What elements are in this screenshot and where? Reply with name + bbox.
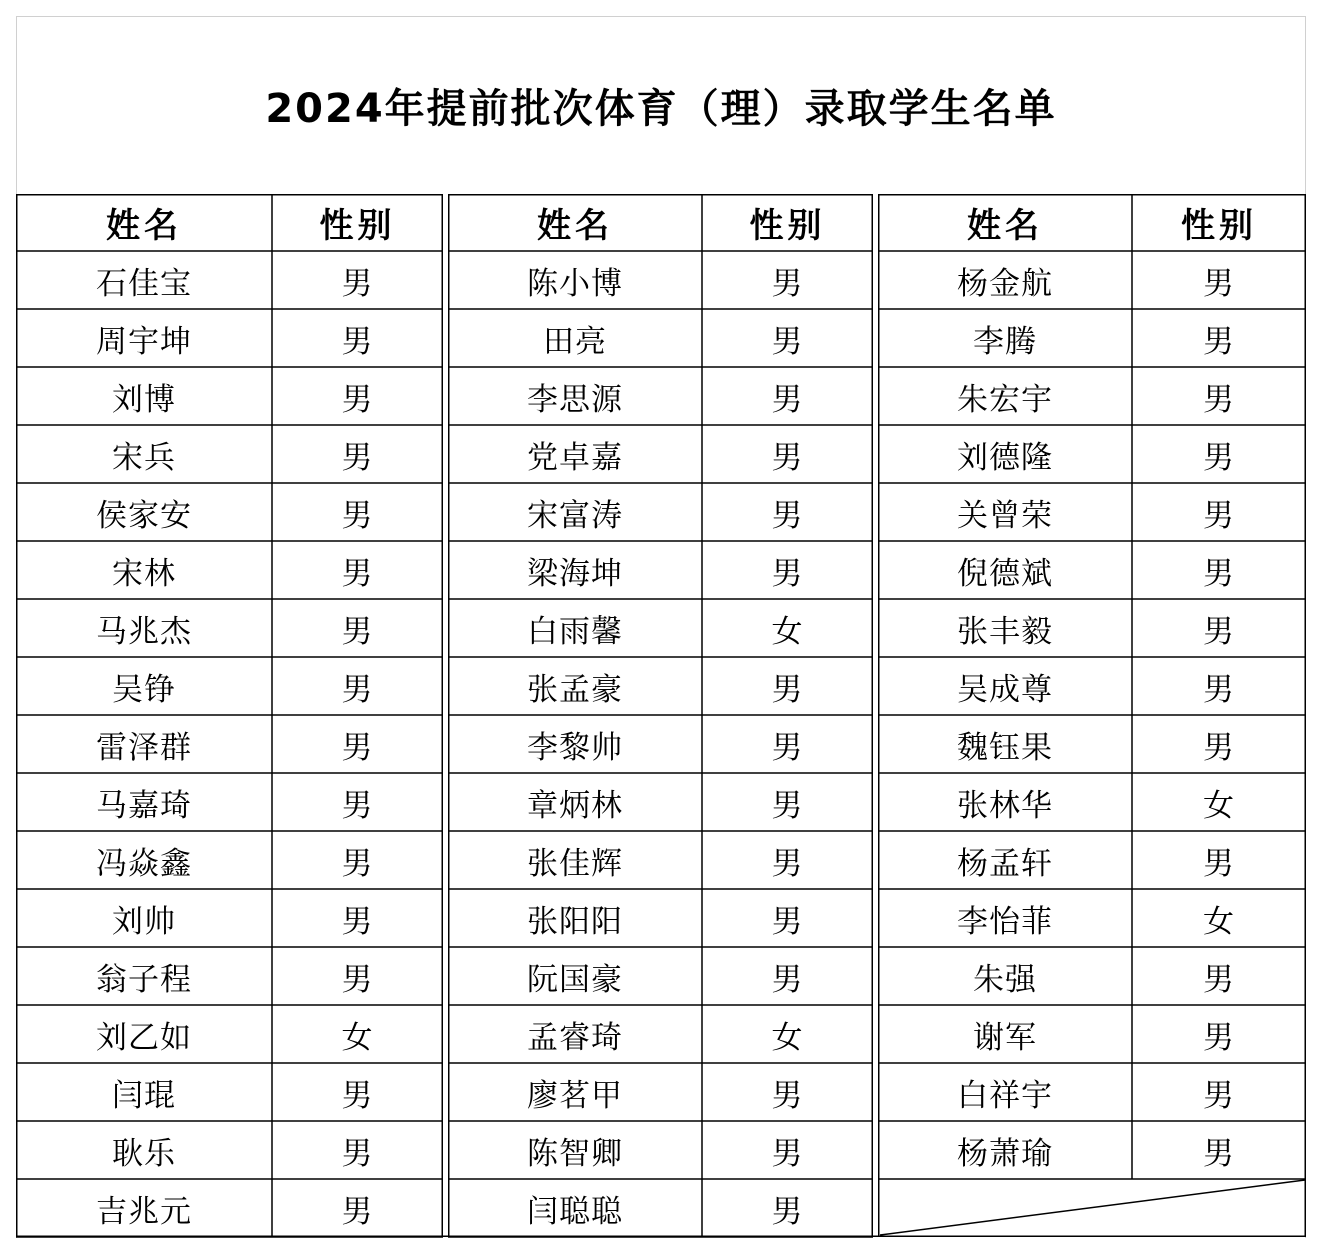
student-gender: 男 — [341, 555, 374, 592]
student-gender: 男 — [341, 497, 374, 534]
student-gender: 男 — [771, 439, 804, 476]
student-name: 杨萧瑜 — [957, 1135, 1053, 1172]
student-name: 冯焱鑫 — [96, 845, 192, 882]
student-name: 李腾 — [973, 323, 1037, 360]
student-name: 宋兵 — [112, 439, 176, 476]
student-gender: 男 — [771, 961, 804, 998]
student-gender: 男 — [771, 265, 804, 302]
page-title: 2024年提前批次体育（理）录取学生名单 — [265, 85, 1057, 132]
student-gender: 男 — [771, 555, 804, 592]
student-name: 刘德隆 — [957, 439, 1053, 476]
student-gender: 男 — [771, 903, 804, 940]
student-name: 张佳辉 — [527, 845, 623, 882]
student-name: 雷泽群 — [96, 729, 192, 766]
student-gender: 男 — [771, 845, 804, 882]
header-name-1: 姓名 — [106, 206, 182, 246]
student-gender: 女 — [771, 1019, 804, 1056]
student-gender: 男 — [341, 787, 374, 824]
student-gender: 男 — [1203, 961, 1235, 998]
student-gender: 男 — [771, 1193, 804, 1230]
student-gender: 男 — [341, 845, 374, 882]
student-name: 闫琨 — [112, 1077, 176, 1114]
student-name: 李思源 — [527, 381, 623, 418]
student-name: 阮国豪 — [527, 961, 623, 998]
student-name: 宋林 — [112, 555, 176, 592]
student-name: 朱宏宇 — [957, 381, 1053, 418]
student-gender: 男 — [1203, 497, 1235, 534]
student-name: 刘帅 — [112, 903, 176, 940]
student-name: 党卓嘉 — [527, 439, 623, 476]
header-name-3: 姓名 — [967, 206, 1043, 246]
student-name: 杨孟轩 — [957, 845, 1053, 882]
student-name: 吴成尊 — [957, 671, 1053, 708]
student-name: 张丰毅 — [957, 613, 1053, 650]
student-name: 陈智卿 — [527, 1135, 623, 1172]
student-gender: 男 — [771, 671, 804, 708]
student-gender: 男 — [1203, 1077, 1235, 1114]
student-gender: 女 — [341, 1019, 374, 1056]
student-gender: 男 — [1203, 323, 1235, 360]
student-name: 张林华 — [957, 787, 1053, 824]
header-gender-3: 性别 — [1181, 206, 1257, 246]
student-gender: 男 — [1203, 439, 1235, 476]
student-name: 朱强 — [973, 961, 1037, 998]
student-name: 陈小博 — [527, 265, 623, 302]
student-name: 章炳林 — [527, 787, 623, 824]
student-gender: 男 — [341, 265, 374, 302]
header-name-2: 姓名 — [537, 206, 613, 246]
student-gender: 男 — [1203, 555, 1235, 592]
student-name: 张孟豪 — [527, 671, 623, 708]
student-name: 吴铮 — [112, 671, 176, 708]
student-gender: 女 — [1203, 787, 1235, 824]
student-gender: 男 — [1203, 729, 1235, 766]
student-name: 刘乙如 — [96, 1019, 192, 1056]
student-name: 白雨馨 — [527, 613, 623, 650]
student-gender: 男 — [771, 497, 804, 534]
student-name: 白祥宇 — [957, 1077, 1053, 1114]
student-gender: 男 — [1203, 265, 1235, 302]
student-name: 倪德斌 — [957, 555, 1053, 592]
student-name: 梁海坤 — [527, 555, 623, 592]
student-name: 廖茗甲 — [527, 1077, 623, 1114]
student-gender: 男 — [341, 1135, 374, 1172]
student-gender: 男 — [1203, 1135, 1235, 1172]
student-name: 李黎帅 — [527, 729, 623, 766]
student-name: 谢军 — [973, 1019, 1037, 1056]
student-name: 侯家安 — [96, 497, 192, 534]
student-name: 闫聪聪 — [527, 1193, 623, 1230]
student-gender: 男 — [341, 323, 374, 360]
student-gender: 男 — [1203, 1019, 1235, 1056]
student-name: 耿乐 — [112, 1135, 176, 1172]
student-gender: 男 — [1203, 671, 1235, 708]
student-gender: 男 — [1203, 381, 1235, 418]
student-gender: 男 — [341, 1193, 374, 1230]
student-gender: 男 — [341, 439, 374, 476]
student-gender: 男 — [341, 903, 374, 940]
student-gender: 男 — [771, 381, 804, 418]
student-name: 孟睿琦 — [527, 1019, 623, 1056]
student-name: 田亮 — [543, 323, 607, 360]
student-name: 吉兆元 — [96, 1193, 192, 1230]
header-gender-1: 性别 — [319, 206, 396, 246]
student-name: 张阳阳 — [527, 903, 623, 940]
student-gender: 男 — [341, 961, 374, 998]
student-name: 刘博 — [112, 381, 176, 418]
student-name: 马嘉琦 — [96, 787, 192, 824]
student-gender: 女 — [1203, 903, 1235, 940]
student-gender: 男 — [341, 671, 374, 708]
student-name: 关曾荣 — [957, 497, 1053, 534]
student-name: 周宇坤 — [96, 323, 192, 360]
student-gender: 男 — [771, 1077, 804, 1114]
student-gender: 男 — [341, 381, 374, 418]
student-gender: 男 — [1203, 613, 1235, 650]
student-gender: 男 — [1203, 845, 1235, 882]
student-name: 魏钰果 — [957, 729, 1053, 766]
admission-table — [16, 194, 1306, 1237]
student-name: 李怡菲 — [957, 903, 1053, 940]
student-gender: 男 — [771, 787, 804, 824]
student-name: 翁子程 — [96, 961, 192, 998]
student-gender: 男 — [771, 729, 804, 766]
student-name: 马兆杰 — [96, 613, 192, 650]
student-gender: 男 — [771, 1135, 804, 1172]
student-gender: 男 — [341, 729, 374, 766]
student-name: 宋富涛 — [527, 497, 623, 534]
student-gender: 女 — [771, 613, 804, 650]
table-grid-lines — [16, 194, 1308, 1239]
student-gender: 男 — [341, 1077, 374, 1114]
student-gender: 男 — [771, 323, 804, 360]
student-name: 石佳宝 — [96, 265, 192, 302]
header-gender-2: 性别 — [749, 206, 826, 246]
student-name: 杨金航 — [957, 265, 1053, 302]
student-gender: 男 — [341, 613, 374, 650]
